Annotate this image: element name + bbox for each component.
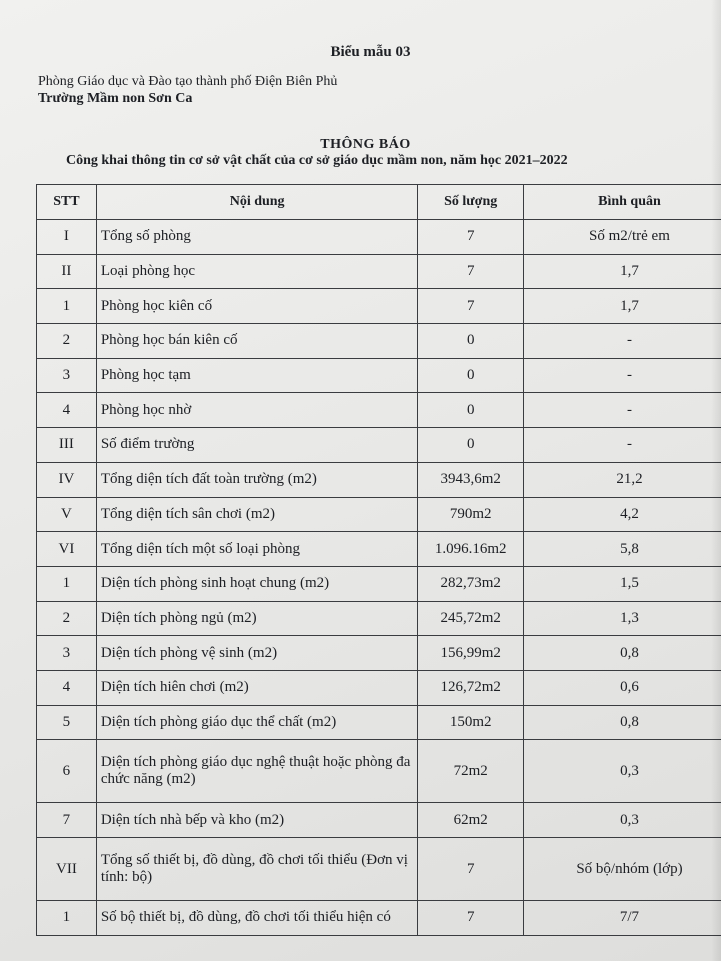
table-row: [37, 901, 721, 936]
row-average: 5,8: [523, 532, 721, 567]
row-quantity: 62m2: [418, 803, 524, 838]
row-stt: III: [37, 428, 97, 463]
row-average: 1,7: [523, 254, 721, 289]
table-row: [37, 462, 721, 497]
row-content: Phòng học tạm: [96, 358, 418, 393]
row-stt: 4: [37, 670, 97, 705]
row-quantity: 790m2: [418, 497, 524, 532]
table-row: [37, 393, 721, 428]
row-content: Số bộ thiết bị, đồ dùng, đồ chơi tối thiểu hiện có: [96, 901, 418, 936]
row-average: -: [523, 428, 721, 463]
row-average: 4,2: [523, 497, 721, 532]
row-average: 0,8: [523, 636, 721, 671]
table-row: [37, 254, 721, 289]
row-content: Tổng diện tích một số loại phòng: [96, 532, 418, 567]
row-average: 1,7: [523, 289, 721, 324]
row-quantity: 150m2: [418, 705, 524, 740]
row-quantity: 0: [418, 428, 524, 463]
table-row: [37, 428, 721, 463]
table-row: [37, 289, 721, 324]
form-number: Biểu mẫu 03: [330, 44, 411, 60]
table-row: [37, 497, 721, 532]
table-row: [37, 324, 721, 359]
table-header-row: [37, 185, 721, 220]
notice-subtitle: Công khai thông tin cơ sở vật chất của cơ sở giáo dục mầm non, năm học 2021–2022: [66, 153, 568, 168]
row-quantity: 282,73m2: [418, 566, 524, 601]
column-header-stt: STT: [37, 185, 97, 220]
row-stt: 5: [37, 705, 97, 740]
page-edge-shadow: [711, 0, 721, 961]
row-content: Tổng diện tích đất toàn trường (m2): [96, 462, 418, 497]
table-row: [37, 566, 721, 601]
row-stt: 3: [37, 358, 97, 393]
table-row: [37, 803, 721, 838]
row-stt: 1: [37, 566, 97, 601]
row-average: 21,2: [523, 462, 721, 497]
row-content: Loại phòng học: [96, 254, 418, 289]
row-content: Diện tích hiên chơi (m2): [96, 670, 418, 705]
row-average: -: [523, 358, 721, 393]
row-content: Diện tích phòng giáo dục thể chất (m2): [96, 705, 418, 740]
table-row: [37, 636, 721, 671]
row-average: 1,5: [523, 566, 721, 601]
row-content: Diện tích phòng sinh hoạt chung (m2): [96, 566, 418, 601]
row-average: 7/7: [523, 901, 721, 936]
row-content: Diện tích phòng giáo dục nghệ thuật hoặc phòng đa chức năng (m2): [96, 740, 418, 803]
row-content: Phòng học nhờ: [96, 393, 418, 428]
row-stt: VII: [37, 838, 97, 901]
row-stt: 2: [37, 324, 97, 359]
column-header-average: Bình quân: [523, 185, 721, 220]
table-row: [37, 220, 721, 255]
row-average: 0,6: [523, 670, 721, 705]
row-quantity: 72m2: [418, 740, 524, 803]
column-header-quantity: Số lượng: [418, 185, 524, 220]
row-quantity: 156,99m2: [418, 636, 524, 671]
row-stt: 4: [37, 393, 97, 428]
row-quantity: 7: [418, 254, 524, 289]
table-row: [37, 532, 721, 567]
row-stt: 7: [37, 803, 97, 838]
row-stt: 2: [37, 601, 97, 636]
row-quantity: 0: [418, 324, 524, 359]
facilities-table: [36, 184, 721, 936]
row-average: Số m2/trẻ em: [523, 220, 721, 255]
row-quantity: 1.096.16m2: [418, 532, 524, 567]
row-content: Phòng học kiên cố: [96, 289, 418, 324]
column-header-content: Nội dung: [96, 185, 418, 220]
row-stt: IV: [37, 462, 97, 497]
row-average: 1,3: [523, 601, 721, 636]
row-content: Tổng số phòng: [96, 220, 418, 255]
row-average: 0,3: [523, 803, 721, 838]
row-content: Diện tích phòng vệ sinh (m2): [96, 636, 418, 671]
row-average: Số bộ/nhóm (lớp): [523, 838, 721, 901]
row-quantity: 7: [418, 838, 524, 901]
department-name: Phòng Giáo dục và Đào tạo thành phố Điện Biên Phủ: [38, 74, 338, 89]
row-stt: I: [37, 220, 97, 255]
table-row: [37, 670, 721, 705]
row-average: 0,3: [523, 740, 721, 803]
row-quantity: 7: [418, 289, 524, 324]
row-quantity: 7: [418, 901, 524, 936]
row-content: Số điểm trường: [96, 428, 418, 463]
row-quantity: 3943,6m2: [418, 462, 524, 497]
table-row: [37, 705, 721, 740]
row-quantity: 7: [418, 220, 524, 255]
row-stt: 1: [37, 289, 97, 324]
table-row: [37, 740, 721, 803]
row-content: Diện tích phòng ngủ (m2): [96, 601, 418, 636]
school-name: Trường Mầm non Sơn Ca: [38, 91, 193, 106]
row-average: -: [523, 324, 721, 359]
row-stt: 1: [37, 901, 97, 936]
row-average: 0,8: [523, 705, 721, 740]
row-stt: V: [37, 497, 97, 532]
table-row: [37, 838, 721, 901]
row-content: Tổng diện tích sân chơi (m2): [96, 497, 418, 532]
row-quantity: 0: [418, 393, 524, 428]
row-average: -: [523, 393, 721, 428]
row-quantity: 126,72m2: [418, 670, 524, 705]
row-content: Phòng học bán kiên cố: [96, 324, 418, 359]
row-content: Tổng số thiết bị, đồ dùng, đồ chơi tối thiểu (Đơn vị tính: bộ): [96, 838, 418, 901]
table-row: [37, 601, 721, 636]
row-stt: 6: [37, 740, 97, 803]
table-row: [37, 358, 721, 393]
row-stt: II: [37, 254, 97, 289]
row-stt: VI: [37, 532, 97, 567]
row-quantity: 245,72m2: [418, 601, 524, 636]
row-quantity: 0: [418, 358, 524, 393]
row-content: Diện tích nhà bếp và kho (m2): [96, 803, 418, 838]
row-stt: 3: [37, 636, 97, 671]
notice-title: THÔNG BÁO: [320, 137, 411, 152]
